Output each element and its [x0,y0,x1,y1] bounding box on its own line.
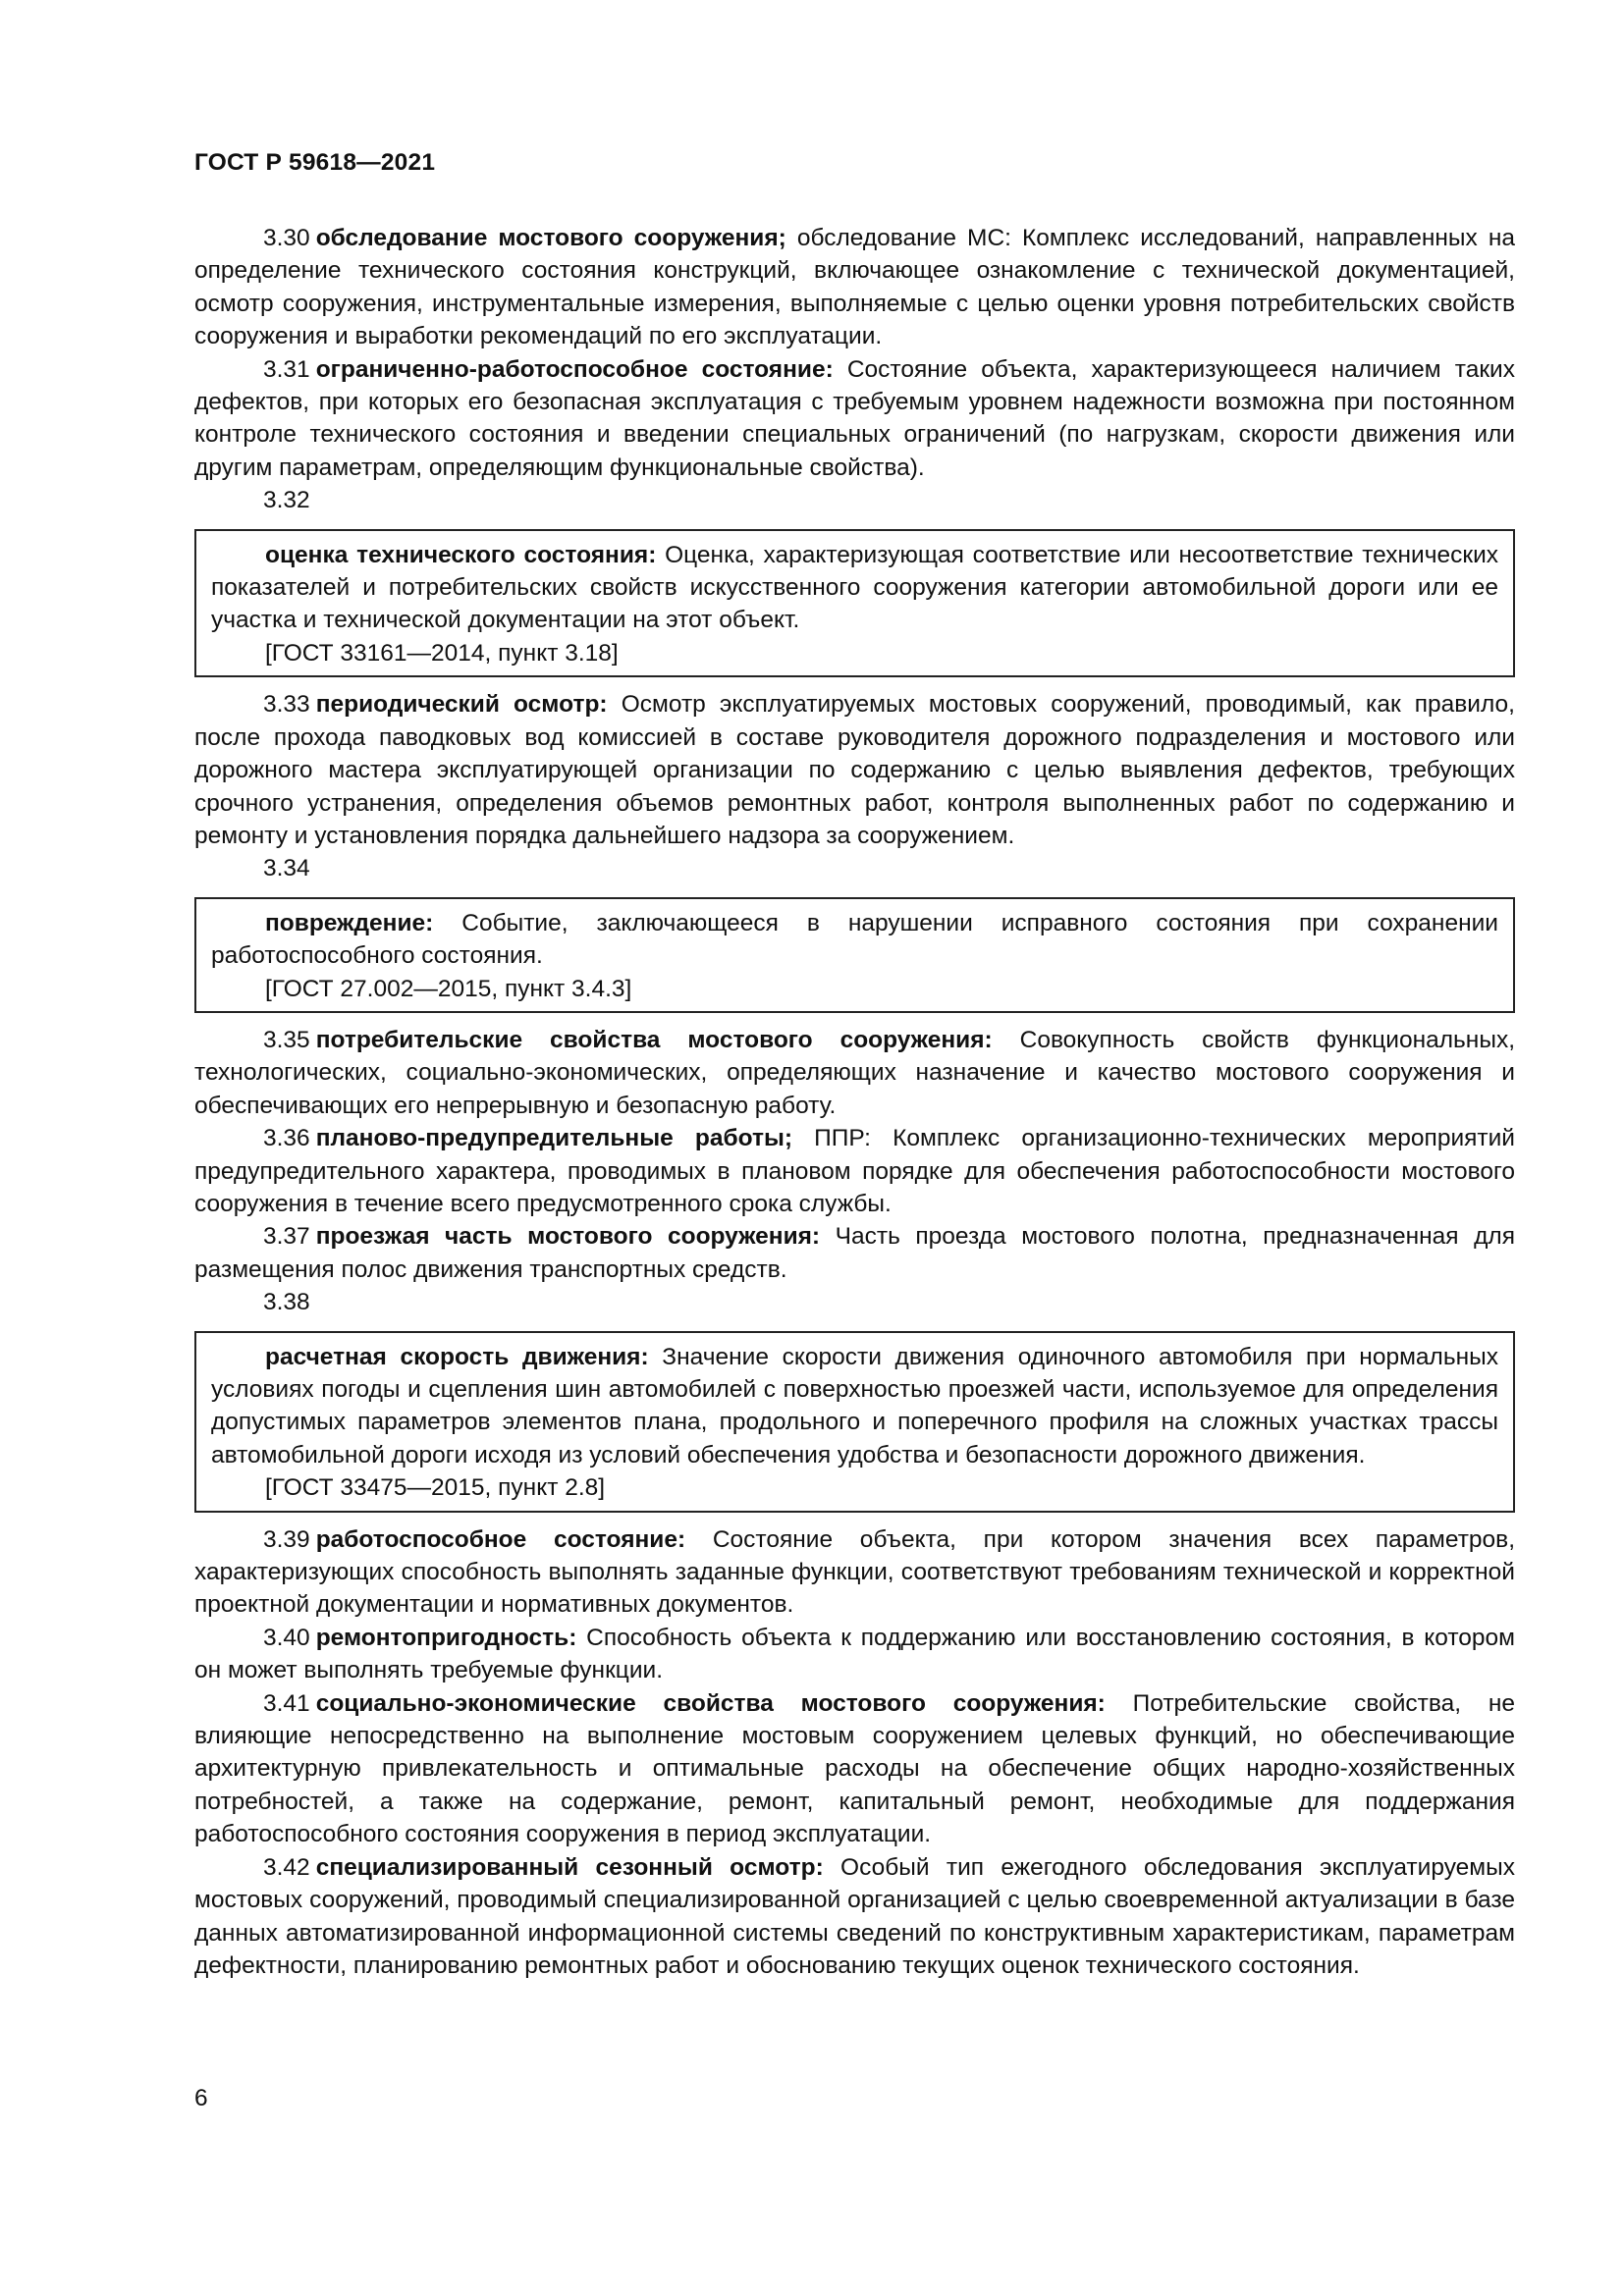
term-number: 3.42 [263,1853,310,1881]
term-number: 3.36 [263,1125,310,1152]
term-entry-3-31 [194,353,1515,485]
term-number: 3.35 [263,1026,310,1053]
term-definition: Особый тип ежегодного обследования эксплуатируемых мостовых сооружений, проводимый специализированной организацией с целью своевременной актуализации в базе данных автоматизированной информационной системы сведений по конструктивным характеристикам, параметрам дефектности, планированию ремонтных работ и обоснованию текущих оценок технического состояния. [194,1853,1515,1979]
term-entry-3-35 [194,1024,1515,1122]
term-definition: Осмотр эксплуатируемых мостовых сооружений, проводимый, как правило, после прохода паводковых вод комиссией в составе руководителя дорожного подразделения и мостового или дорожного мастера эксплуатирующей организации по содержанию с целью выявления дефектов, требующих срочного устранения, определения объемов ремонтных работ, контроля выполненных работ по содержанию и ремонту и установления порядка дальнейшего надзора за сооружением. [194,691,1515,849]
term-title: оценка технического состояния: [265,541,657,568]
term-title: социально-экономические свойства мостового сооружения: [315,1689,1106,1717]
term-entry-3-40 [194,1622,1515,1687]
term-definition: Часть проезда мостового полотна, предназначенная для размещения полос движения транспортных средств. [194,1223,1515,1283]
source-reference: [ГОСТ 33161—2014, пункт 3.18] [265,639,619,667]
term-entry-3-37 [194,1220,1515,1286]
term-entry-3-42 [194,1851,1515,1983]
term-number-3-38: 3.38 [263,1289,310,1316]
term-title: проезжая часть мостового сооружения: [315,1223,821,1251]
quoted-definition-box-3-34 [194,897,1515,1013]
quoted-definition-box-3-32 [194,529,1515,678]
term-title: повреждение: [265,909,434,936]
term-definition: Способность объекта к поддержанию или восстановлению состояния, в котором он может выполнять требуемые функции. [194,1624,1515,1684]
term-number: 3.40 [263,1624,310,1651]
term-definition: Значение скорости движения одиночного автомобиля при нормальных условиях погоды и сцепления шин автомобилей с поверхностью проезжей части, используемое для определения допустимых параметров элементов плана, продольного и поперечного профиля на сложных участках трассы автомобильной дороги исходя из условий обеспечения удобства и безопасности дорожного движения. [211,1343,1498,1468]
term-entry-3-38 [211,1341,1498,1472]
term-title: обследование мостового сооружения; [315,225,786,251]
term-number-3-32: 3.32 [263,487,310,514]
term-entry-3-39 [194,1523,1515,1622]
source-reference: [ГОСТ 33475—2015, пункт 2.8] [265,1474,606,1502]
source-reference: [ГОСТ 27.002—2015, пункт 3.4.3] [265,975,632,1002]
term-entry-3-34 [211,907,1498,973]
term-definition: Событие, заключающееся в нарушении исправного состояния при сохранении работоспособного состояния. [211,909,1498,970]
page-number: 6 [194,2085,208,2111]
term-title: потребительские свойства мостового сооружения: [315,1026,993,1053]
term-definition: Состояние объекта, характеризующееся наличием таких дефектов, при которых его безопасная эксплуатация с требуемым уровнем надежности возможна при постоянном контроле технического состояния и введении специальных ограничений (по нагрузкам, скорости движения или другим параметрам, определяющим функциональные свойства). [194,355,1515,481]
term-title: периодический осмотр: [315,691,608,719]
term-entry-3-32 [211,539,1498,637]
term-number: 3.33 [263,691,310,719]
term-title: расчетная скорость движения: [265,1343,649,1370]
term-number: 3.37 [263,1223,310,1251]
term-definition: Состояние объекта, при котором значения всех параметров, характеризующих способность выполнять заданные функции, соответствуют требованиям технической и корректной проектной документации и нормативных документов. [194,1525,1515,1619]
document-code-header: ГОСТ Р 59618—2021 [194,149,436,176]
term-title: планово-предупредительные работы; [315,1125,793,1152]
term-entry-3-33 [194,688,1515,852]
terms-section [194,222,1515,1982]
term-entry-3-41 [194,1687,1515,1851]
term-number: 3.30 [263,225,310,251]
term-title: ремонтопригодность: [315,1624,577,1651]
quoted-definition-box-3-38 [194,1331,1515,1513]
term-title: специализированный сезонный осмотр: [315,1853,824,1881]
term-number: 3.41 [263,1689,310,1717]
term-entry-3-30 [194,222,1515,353]
term-number: 3.31 [263,355,310,383]
term-title: работоспособное состояние: [315,1525,686,1553]
term-definition: Совокупность свойств функциональных, технологических, социально-экономических, определяющих назначение и качество мостового сооружения и обеспечивающих его непрерывную и безопасную работу. [194,1026,1515,1119]
term-definition: Потребительские свойства, не влияющие непосредственно на выполнение мостовым сооружением целевых функций, но обеспечивающие архитектурную привлекательность и оптимальные расходы на обеспечение общих народно-хозяйственных потребностей, а также на содержание, ремонт, капитальный ремонт, необходимые для поддержания работоспособного состояния сооружения в период эксплуатации. [194,1689,1515,1848]
term-entry-3-36 [194,1122,1515,1220]
term-definition: обследование МС: Комплекс исследований, направленных на определение технического состояния конструкций, включающее ознакомление с технической документацией, осмотр сооружения, инструментальные измерения, выполняемые с целью оценки уровня потребительских свойств сооружения и выработки рекомендаций по его эксплуатации. [194,225,1515,350]
term-number-3-34: 3.34 [263,855,310,882]
term-title: ограниченно-работоспособное состояние: [315,355,834,383]
term-definition: Оценка, характеризующая соответствие или несоответствие технических показателей и потребительских свойств искусственного сооружения категории автомобильной дороги или ее участка и технической документации на этот объект. [211,541,1498,634]
term-number: 3.39 [263,1525,310,1553]
term-definition: ППР: Комплекс организационно-технических мероприятий предупредительного характера, проводимых в плановом порядке для обеспечения работоспособности мостового сооружения в течение всего предусмотренного срока службы. [194,1125,1515,1217]
